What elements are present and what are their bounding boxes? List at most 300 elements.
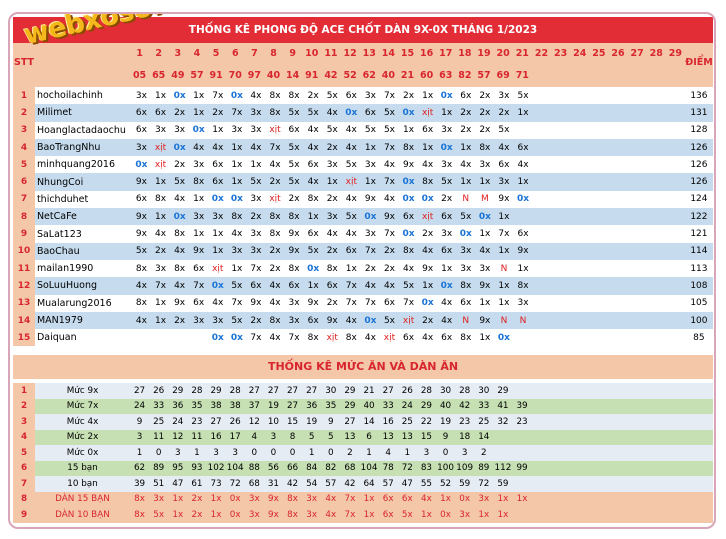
result-cell: 4x <box>132 312 151 329</box>
result-cell: 6x <box>342 87 361 104</box>
stats-cell <box>589 461 608 477</box>
result-cell <box>533 277 552 294</box>
stt-header: STT <box>13 57 35 68</box>
stats-end-cell <box>685 383 713 399</box>
result-cell: 9x <box>304 295 323 312</box>
stats-cell: 35 <box>321 399 340 415</box>
result-cell: 6x <box>513 225 532 242</box>
result-cell: 9x <box>380 208 399 225</box>
table-row <box>13 295 713 312</box>
result-cell: 1x <box>399 122 418 139</box>
row-stt: 4 <box>13 139 35 156</box>
result-cell: 1x <box>189 191 208 208</box>
result-cell: 8x <box>304 191 323 208</box>
player-score: 85 <box>685 329 713 346</box>
result-cell: 4x <box>265 329 284 346</box>
result-cell <box>533 295 552 312</box>
result-cell <box>609 243 628 260</box>
stats-label: DÀN 15 BẠN <box>35 492 130 508</box>
result-cell <box>628 191 647 208</box>
result-cell: 1x <box>151 208 170 225</box>
result-cell: 0x <box>513 191 532 208</box>
stats-cell: 23 <box>513 414 532 430</box>
result-cell: 1x <box>494 243 513 260</box>
table-row <box>13 156 713 173</box>
stats-cell: 25 <box>474 414 493 430</box>
player-score: 126 <box>685 173 713 190</box>
stats-row <box>13 507 713 523</box>
result-cell: 3x <box>456 260 475 277</box>
result-cell: 7x <box>399 295 418 312</box>
stats-cell: 2x <box>187 492 206 508</box>
stats-cell: 42 <box>455 399 474 415</box>
stats-cell: 27 <box>302 383 321 399</box>
stats-cell: 0 <box>436 445 455 461</box>
result-cell <box>647 312 666 329</box>
stats-cell <box>608 430 627 446</box>
stats-cell: 112 <box>493 461 512 477</box>
result-cell: 2x <box>170 104 189 121</box>
stats-cell: 59 <box>455 476 474 492</box>
stats-cell: 99 <box>513 461 532 477</box>
stats-cell: 5 <box>302 430 321 446</box>
row-stt: 6 <box>13 173 35 190</box>
result-cell: 6x <box>132 104 151 121</box>
result-cell: 0x <box>399 191 418 208</box>
stats-cell <box>570 383 589 399</box>
stats-cell <box>608 414 627 430</box>
stats-cell <box>589 399 608 415</box>
stats-cell: 38 <box>207 399 226 415</box>
result-cell: 6x <box>437 243 456 260</box>
stats-cell: 3x <box>302 507 321 523</box>
stats-cell: 0 <box>245 445 264 461</box>
result-cell: 2x <box>475 87 494 104</box>
result-cell: 3x <box>227 122 246 139</box>
stats-row <box>13 430 713 446</box>
stats-cell: 66 <box>283 461 302 477</box>
result-cell: 1x <box>494 277 513 294</box>
stats-cell <box>570 507 589 523</box>
result-cell: 2x <box>246 312 265 329</box>
result-cell: 9x <box>399 156 418 173</box>
result-cell: 4x <box>418 243 437 260</box>
result-cell <box>552 329 571 346</box>
stats-cell: 29 <box>417 399 436 415</box>
stats-cell: 1x <box>513 492 532 508</box>
result-cell <box>571 243 590 260</box>
stats-cell: 82 <box>321 461 340 477</box>
result-cell <box>552 277 571 294</box>
result-cell: 0x <box>132 156 151 173</box>
stats-cell <box>570 414 589 430</box>
stats-cell: 4x <box>321 492 340 508</box>
result-cell: 3x <box>456 243 475 260</box>
result-cell: 1x <box>208 225 227 242</box>
day-header-23: 23 <box>553 48 568 59</box>
result-cell: 2x <box>170 156 189 173</box>
stats-cell <box>570 399 589 415</box>
row-stt: 13 <box>13 295 35 312</box>
result-cell: 5x <box>399 277 418 294</box>
result-cell <box>666 225 685 242</box>
stats-cell <box>589 430 608 446</box>
result-header-10: 91 <box>305 70 319 81</box>
result-cell <box>533 225 552 242</box>
stats-cell <box>532 492 551 508</box>
result-cell: 6x <box>285 122 304 139</box>
result-cell <box>533 139 552 156</box>
result-cell: 2x <box>456 104 475 121</box>
stats-cell <box>608 507 627 523</box>
stats-row <box>13 399 713 415</box>
stats-stt: 2 <box>13 399 35 415</box>
stats-cell: 1 <box>302 445 321 461</box>
result-cell: 3x <box>246 191 265 208</box>
result-cell <box>571 312 590 329</box>
result-cell: xịt <box>151 139 170 156</box>
stats-cell <box>627 399 646 415</box>
result-cell: 1x <box>304 208 323 225</box>
player-name: SaLat123 <box>35 225 132 242</box>
day-header-28: 28 <box>649 48 663 59</box>
result-cell: 5x <box>246 173 265 190</box>
result-cell: 6x <box>361 104 380 121</box>
stats-cell <box>570 492 589 508</box>
result-cell: 9x <box>132 208 151 225</box>
result-cell: xịt <box>208 260 227 277</box>
stats-cell <box>570 476 589 492</box>
stats-cell: 2 <box>340 445 359 461</box>
result-cell: 5x <box>342 208 361 225</box>
result-cell: 3x <box>208 208 227 225</box>
stats-end-cell <box>685 445 713 461</box>
stats-cell: 4 <box>245 430 264 446</box>
stats-cell: 28 <box>417 383 436 399</box>
stats-cell <box>551 492 570 508</box>
stats-cell: 64 <box>360 476 379 492</box>
player-name: NetCaFe <box>35 208 132 225</box>
player-score: 114 <box>685 243 713 260</box>
result-cell: 8x <box>456 277 475 294</box>
result-header-4: 57 <box>190 70 204 81</box>
result-cell: 4x <box>437 295 456 312</box>
result-cell: 0x <box>208 329 227 346</box>
stats-label: Mức 0x <box>35 445 130 461</box>
stats-row <box>13 383 713 399</box>
stats-cell: 93 <box>187 461 206 477</box>
result-cell <box>628 122 647 139</box>
result-cell: 0x <box>437 277 456 294</box>
result-cell: 7x <box>227 104 246 121</box>
result-cell <box>590 208 609 225</box>
result-cell: 8x <box>399 243 418 260</box>
result-cell: 2x <box>323 243 342 260</box>
score-header: ĐIỂM <box>685 57 713 68</box>
stats-end-cell <box>685 492 713 508</box>
result-cell: xịt <box>265 122 284 139</box>
result-cell: 0x <box>399 225 418 242</box>
result-cell <box>628 208 647 225</box>
stats-cell: 19 <box>436 414 455 430</box>
table-row <box>13 243 713 260</box>
player-score: 128 <box>685 122 713 139</box>
stats-cell: 0 <box>321 445 340 461</box>
result-cell: 7x <box>151 277 170 294</box>
stats-cell: 9x <box>264 507 283 523</box>
result-cell <box>552 312 571 329</box>
result-cell: 6x <box>513 139 532 156</box>
player-table <box>13 87 713 346</box>
result-cell: 3x <box>151 260 170 277</box>
player-name: Milimet <box>35 104 132 121</box>
row-stt: 15 <box>13 329 35 346</box>
result-cell: 1x <box>418 277 437 294</box>
result-cell: 3x <box>323 208 342 225</box>
stats-cell <box>666 430 685 446</box>
result-cell <box>647 156 666 173</box>
result-cell: 3x <box>361 225 380 242</box>
stats-cell <box>646 492 665 508</box>
day-header-22: 22 <box>534 48 549 59</box>
stats-cell: 28 <box>455 383 474 399</box>
stats-cell: 41 <box>493 399 512 415</box>
stats-cell <box>608 383 627 399</box>
result-cell <box>533 122 552 139</box>
result-cell: 2x <box>399 87 418 104</box>
player-score: 113 <box>685 260 713 277</box>
stats-cell: 13 <box>379 430 398 446</box>
result-cell: 3x <box>513 295 532 312</box>
result-cell: 1x <box>475 329 494 346</box>
result-header-8: 40 <box>266 70 281 81</box>
result-cell: 8x <box>265 312 284 329</box>
stats-cell: 3x <box>245 507 264 523</box>
result-cell: 5x <box>285 104 304 121</box>
row-stt: 7 <box>13 191 35 208</box>
day-header-5: 5 <box>212 48 220 59</box>
result-cell: 0x <box>227 87 246 104</box>
stats-cell <box>551 476 570 492</box>
stats-end-cell <box>685 507 713 523</box>
player-score: 121 <box>685 225 713 242</box>
player-name: hochoilachinh <box>35 87 132 104</box>
result-header-13: 62 <box>362 70 376 81</box>
result-cell: 0x <box>208 277 227 294</box>
stats-cell: 9 <box>130 414 149 430</box>
result-cell: N <box>494 312 513 329</box>
result-cell <box>647 122 666 139</box>
result-cell: 2x <box>456 122 475 139</box>
result-cell <box>571 295 590 312</box>
stats-cell <box>493 445 512 461</box>
stats-cell <box>532 383 551 399</box>
stats-cell: 109 <box>455 461 474 477</box>
stats-cell: 39 <box>130 476 149 492</box>
result-cell: 1x <box>456 139 475 156</box>
result-cell: 2x <box>475 104 494 121</box>
result-cell: 5x <box>513 87 532 104</box>
stats-cell: 19 <box>302 414 321 430</box>
stats-cell: 3x <box>302 492 321 508</box>
stats-cell <box>627 383 646 399</box>
stats-cell: 27 <box>207 414 226 430</box>
stats-cell: 22 <box>417 414 436 430</box>
result-cell: 1x <box>304 277 323 294</box>
result-cell: 6x <box>189 295 208 312</box>
stats-cell: 21 <box>360 383 379 399</box>
result-cell: 8x <box>323 260 342 277</box>
result-cell <box>609 312 628 329</box>
result-cell <box>513 208 532 225</box>
player-name: MAN1979 <box>35 312 132 329</box>
result-cell: 0x <box>227 329 246 346</box>
stats-cell: 2x <box>187 507 206 523</box>
row-stt: 10 <box>13 243 35 260</box>
result-cell: 1x <box>437 260 456 277</box>
result-cell: xịt <box>380 329 399 346</box>
result-cell <box>552 156 571 173</box>
result-cell: 4x <box>189 139 208 156</box>
player-name: minhquang2016 <box>35 156 132 173</box>
result-cell: 2x <box>246 208 265 225</box>
result-cell: 9x <box>285 243 304 260</box>
stats-row <box>13 414 713 430</box>
stats-cell <box>666 383 685 399</box>
stats-cell: 6x <box>398 492 417 508</box>
result-cell <box>609 104 628 121</box>
stats-cell <box>646 507 665 523</box>
result-header-1: 05 <box>132 70 147 81</box>
stats-cell: 84 <box>302 461 321 477</box>
stats-cell <box>627 476 646 492</box>
day-header-27: 27 <box>630 48 644 59</box>
table-row <box>13 87 713 104</box>
result-header-9: 14 <box>286 70 300 81</box>
result-cell <box>609 122 628 139</box>
stats-cell: 26 <box>398 383 417 399</box>
result-header-5: 91 <box>209 70 223 81</box>
stats-label: 15 bạn <box>35 461 130 477</box>
stats-cell: 27 <box>379 383 398 399</box>
result-cell <box>647 260 666 277</box>
stats-cell: 72 <box>398 461 417 477</box>
result-cell: 4x <box>494 139 513 156</box>
stats-cell: 1x <box>360 492 379 508</box>
result-cell <box>552 87 571 104</box>
result-cell <box>590 295 609 312</box>
result-cell: 3x <box>189 156 208 173</box>
stats-cell: 57 <box>379 476 398 492</box>
result-cell: 6x <box>380 295 399 312</box>
stats-cell <box>589 383 608 399</box>
stats-label: Mức 2x <box>35 430 130 446</box>
result-cell <box>189 329 208 346</box>
result-cell <box>571 329 590 346</box>
spreadsheet-frame <box>8 12 716 529</box>
table-row <box>13 191 713 208</box>
day-number-row <box>130 43 685 65</box>
stats-cell <box>627 430 646 446</box>
row-stt: 3 <box>13 122 35 139</box>
result-cell <box>552 208 571 225</box>
player-name: Mualarung2016 <box>35 295 132 312</box>
result-cell <box>533 312 552 329</box>
result-cell <box>666 260 685 277</box>
result-cell: 8x <box>227 208 246 225</box>
result-cell: 6x <box>494 156 513 173</box>
row-stt: 5 <box>13 156 35 173</box>
result-cell <box>552 243 571 260</box>
result-cell: 3x <box>246 225 265 242</box>
result-cell: 4x <box>323 225 342 242</box>
result-cell: 3x <box>132 139 151 156</box>
result-cell <box>590 243 609 260</box>
result-cell: 6x <box>418 122 437 139</box>
result-cell <box>571 156 590 173</box>
result-cell: xịt <box>418 208 437 225</box>
stats-cell: 18 <box>455 430 474 446</box>
result-cell: 9x <box>189 243 208 260</box>
stats-cell: 40 <box>436 399 455 415</box>
stats-cell: 73 <box>207 476 226 492</box>
result-cell <box>571 87 590 104</box>
result-cell: 6x <box>304 312 323 329</box>
player-score: 136 <box>685 87 713 104</box>
result-cell <box>590 156 609 173</box>
stats-cell: 23 <box>455 414 474 430</box>
result-cell: 7x <box>246 329 265 346</box>
result-cell: 9x <box>285 225 304 242</box>
stats-cell: 51 <box>149 476 168 492</box>
result-cell <box>647 139 666 156</box>
stats-cell: 54 <box>302 476 321 492</box>
stats-cell: 0 <box>283 445 302 461</box>
result-header-3: 49 <box>171 70 185 81</box>
stats-cell <box>627 445 646 461</box>
stats-cell: 3 <box>207 445 226 461</box>
stats-label: Mức 4x <box>35 414 130 430</box>
result-cell: 4x <box>418 156 437 173</box>
result-cell: 2x <box>265 260 284 277</box>
result-header-14: 40 <box>381 70 395 81</box>
day-header-9: 9 <box>289 48 296 59</box>
day-header-21: 21 <box>515 48 529 59</box>
stats-cell: 36 <box>302 399 321 415</box>
stats-cell: 104 <box>226 461 245 477</box>
table-row <box>13 208 713 225</box>
stats-cell: 1x <box>493 507 512 523</box>
result-header-18: 82 <box>458 70 472 81</box>
result-cell <box>666 173 685 190</box>
stats-cell: 7x <box>340 507 359 523</box>
result-cell: 1x <box>246 156 265 173</box>
stats-stt: 7 <box>13 476 35 492</box>
result-header-21: 71 <box>515 70 529 81</box>
result-cell <box>609 225 628 242</box>
result-cell <box>609 277 628 294</box>
stats-cell: 1x <box>493 492 512 508</box>
result-cell: 4x <box>246 87 265 104</box>
stats-cell <box>589 507 608 523</box>
stats-cell: 35 <box>187 399 206 415</box>
result-cell: 3x <box>189 208 208 225</box>
result-cell <box>666 87 685 104</box>
result-cell: 4x <box>151 225 170 242</box>
stats-cell: 24 <box>398 399 417 415</box>
stats-cell: 2 <box>474 445 493 461</box>
result-cell: 6x <box>399 208 418 225</box>
